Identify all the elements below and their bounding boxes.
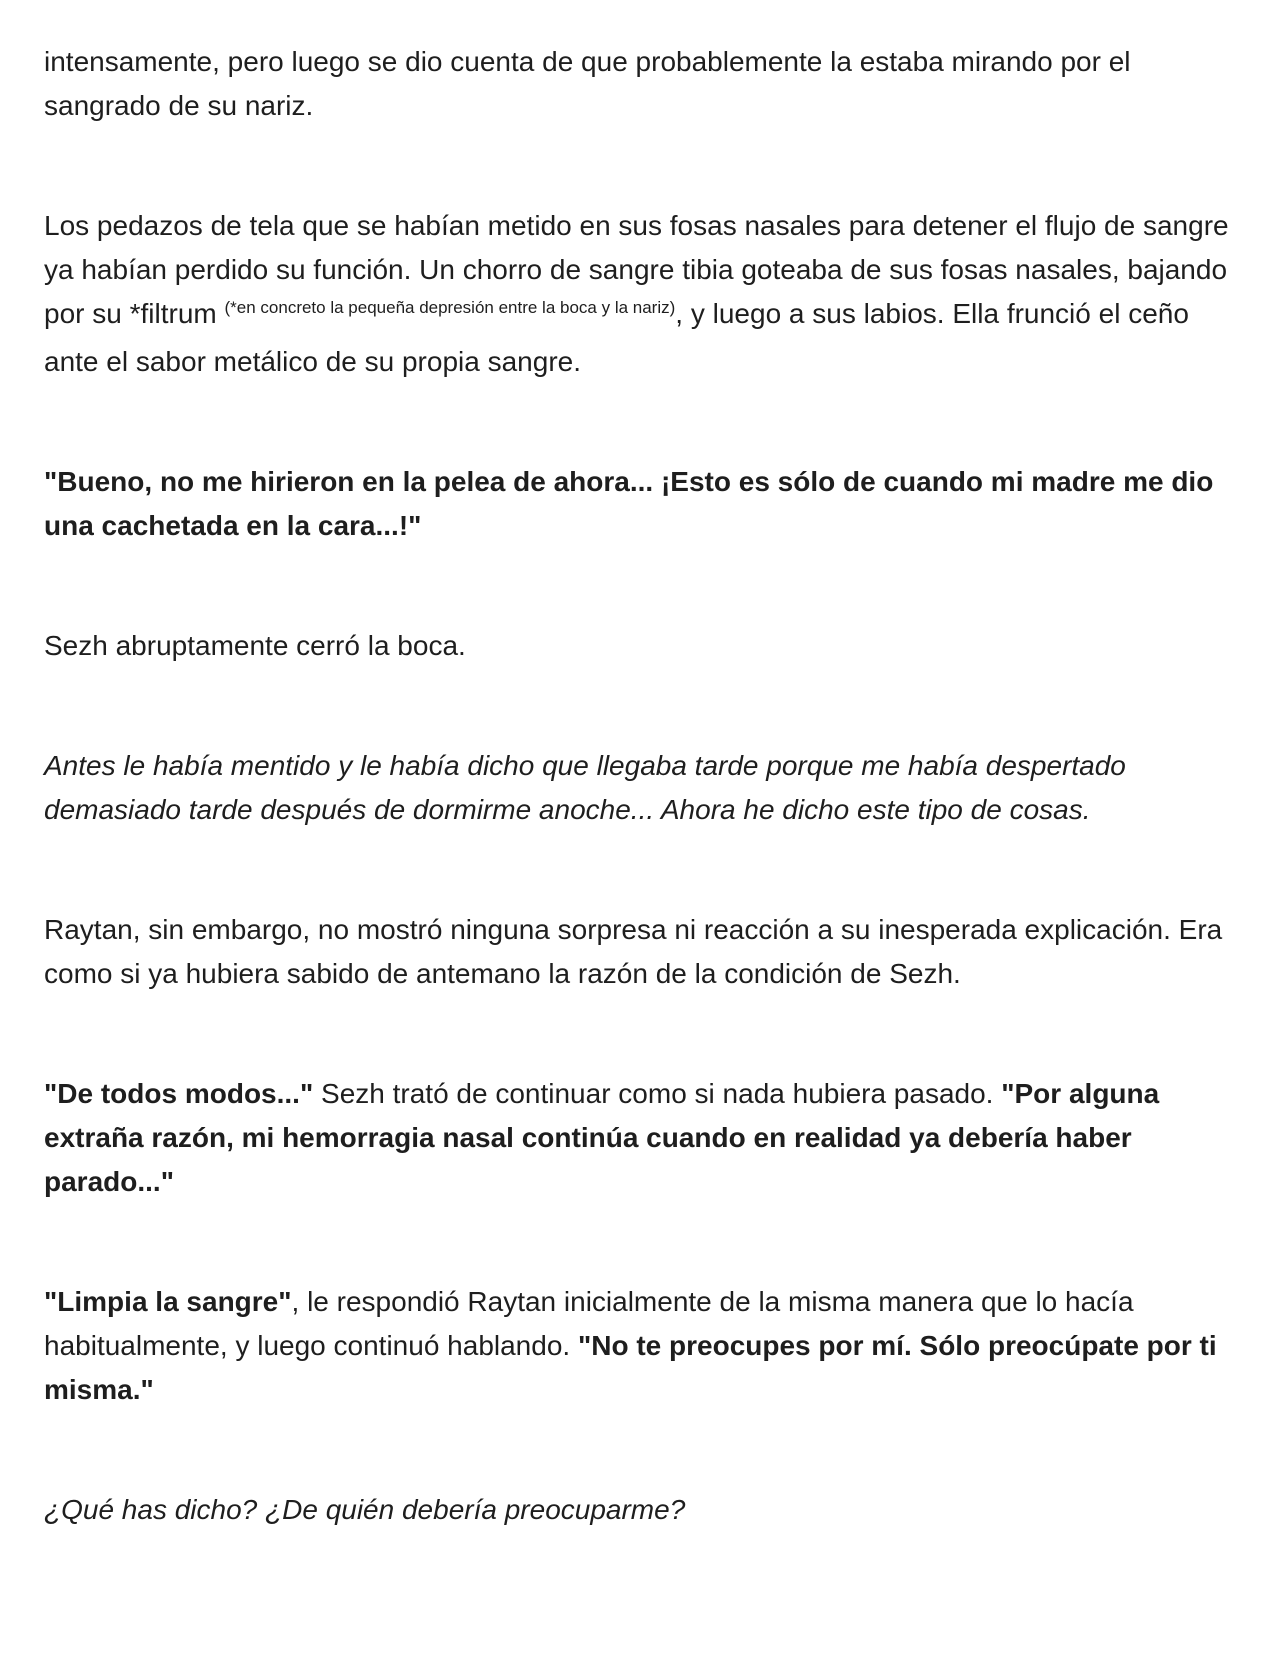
narration: Sezh trató de continuar como si nada hubiera pasado. xyxy=(313,1078,1002,1109)
inner-thought-italic: ¿Qué has dicho? ¿De quién debería preocuparme? xyxy=(44,1494,686,1525)
paragraph-7 xyxy=(44,1072,1244,1204)
paragraph-1-text: intensamente, pero luego se dio cuenta de que probablemente la estaba mirando por el sangrado de su nariz. xyxy=(44,46,1131,121)
footnote-inline: (*en concreto la pequeña depresión entre la boca y la nariz) xyxy=(224,298,676,317)
paragraph-2-text-before: Los pedazos de tela que se habían metido en sus fosas nasales para detener el flujo de sangre ya habían perdido su función. Un chorro de sangre tibia goteaba de sus fosas nasales, bajando por su *filtrum xyxy=(44,210,1229,329)
paragraph-3 xyxy=(44,460,1244,548)
narration: , le respondió Raytan inicialmente de la misma manera que lo hacía habitualmente, y luego continuó hablando. xyxy=(44,1286,1134,1361)
dialogue-bold-2: "Por alguna extraña razón, mi hemorragia nasal continúa cuando en realidad ya debería haber parado..." xyxy=(44,1078,1160,1197)
paragraph-2 xyxy=(44,204,1244,384)
document-page xyxy=(44,40,1244,1608)
dialogue-bold-1: "Limpia la sangre" xyxy=(44,1286,292,1317)
paragraph-6 xyxy=(44,908,1244,996)
paragraph-8 xyxy=(44,1280,1244,1412)
inner-thought-italic: Antes le había mentido y le había dicho que llegaba tarde porque me había despertado demasiado tarde después de dormirme anoche... Ahora he dicho este tipo de cosas. xyxy=(44,750,1126,825)
paragraph-2-text-after: , y luego a sus labios. Ella frunció el ceño ante el sabor metálico de su propia sangre. xyxy=(44,298,1189,377)
paragraph-4-text: Sezh abruptamente cerró la boca. xyxy=(44,630,466,661)
paragraph-4 xyxy=(44,624,1244,668)
paragraph-5 xyxy=(44,744,1244,832)
paragraph-6-text: Raytan, sin embargo, no mostró ninguna sorpresa ni reacción a su inesperada explicación. Era como si ya hubiera sabido de antemano la razón de la condición de Sezh. xyxy=(44,914,1223,989)
paragraph-1 xyxy=(44,40,1244,128)
dialogue-bold-1: "De todos modos..." xyxy=(44,1078,314,1109)
paragraph-9 xyxy=(44,1488,1244,1532)
dialogue-bold: "Bueno, no me hirieron en la pelea de ahora... ¡Esto es sólo de cuando mi madre me dio una cachetada en la cara...!" xyxy=(44,466,1214,541)
dialogue-bold-2: "No te preocupes por mí. Sólo preocúpate por ti misma." xyxy=(44,1330,1217,1405)
